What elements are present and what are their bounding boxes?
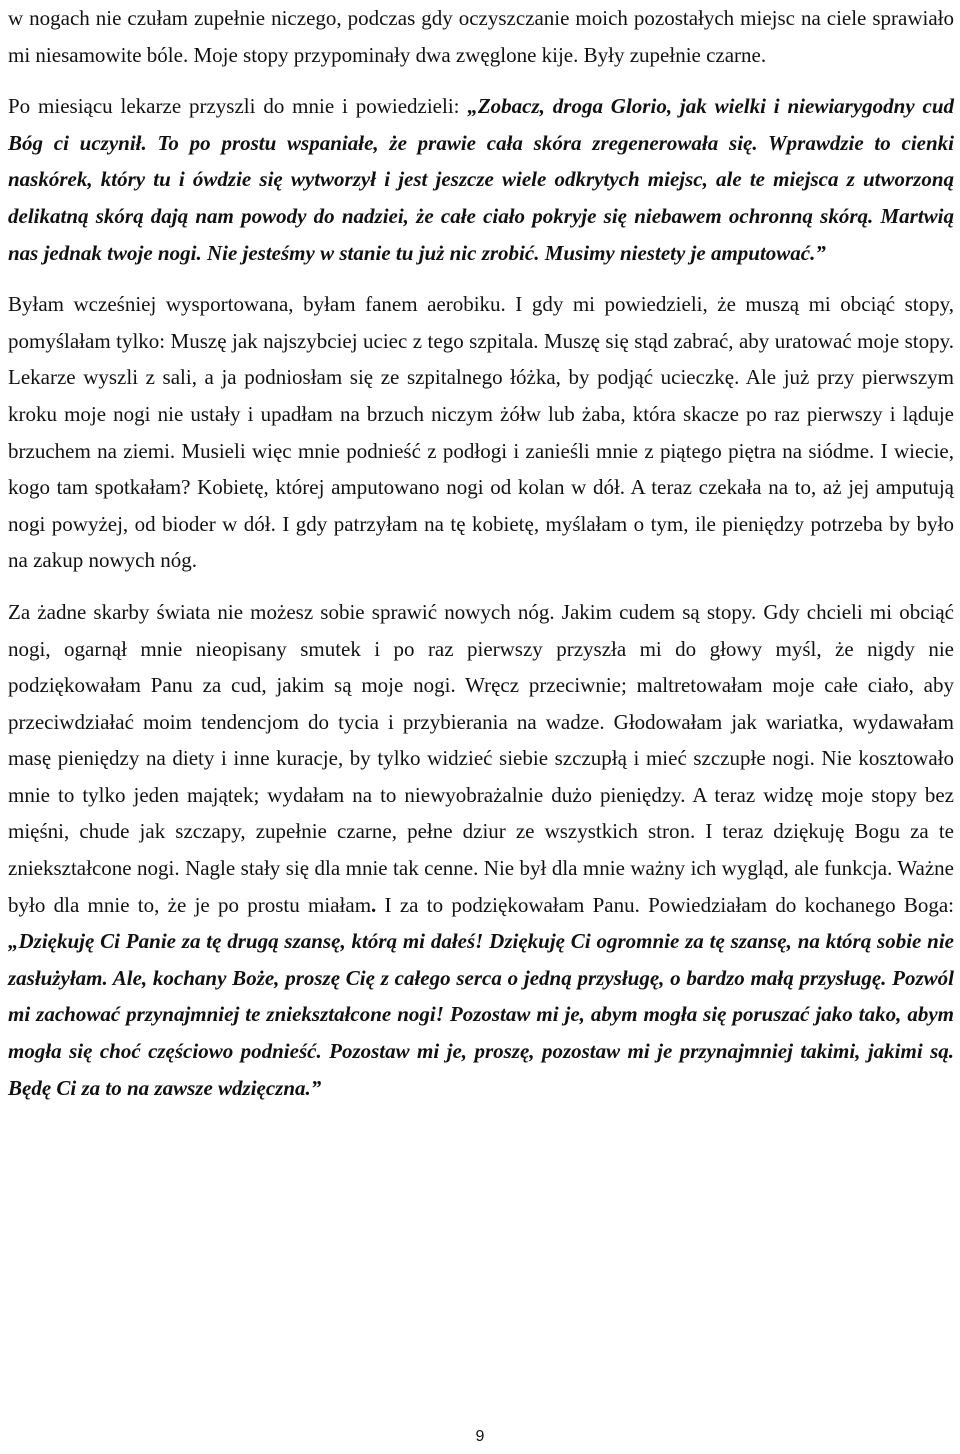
paragraph-1-text: w nogach nie czułam zupełnie niczego, podczas gdy oczyszczanie moich pozostałych miejsc na ciele sprawiało mi niesamowite bóle. Moje stopy przypominały dwa zwęglone kije. Były zupełnie czarne.	[8, 6, 954, 67]
prayer-quote: „Dziękuję Ci Panie za tę drugą szansę, którą mi dałeś! Dziękuję Ci ogromnie za tę szansę, na którą sobie nie zasłużyłam. Ale, kochany Boże, proszę Cię z całego serca o jedną przysługę, o bardzo małą przysługę. Pozwól mi zachować przynajmniej te zniekształcone nogi! Pozostaw mi je, abym mogła się poruszać jako tako, abym mogła się choć częściowo podnieść. Pozostaw mi je, proszę, pozostaw mi je przynajmniej takimi, jakimi są. Będę Ci za to na zawsze wdzięczna.”	[8, 929, 954, 1100]
paragraph-3	[8, 286, 954, 579]
paragraph-gap	[8, 271, 954, 286]
page-number: 9	[475, 1428, 485, 1445]
paragraph-gap	[8, 579, 954, 594]
paragraph-4-bold-period: .	[371, 892, 377, 917]
paragraph-4-intro: Za żadne skarby świata nie możesz sobie sprawić nowych nóg. Jakim cudem są stopy. Gdy chcieli mi obciąć nogi, ogarnął mnie nieopisany smutek i po raz pierwszy przyszła mi do głowy myśl, że nigdy nie podziękowałam Panu za cud, jakim są moje nogi. Wręcz przeciwnie; maltretowałam moje całe ciało, aby przeciwdziałać moim tendencjom do tycia i przybierania na wadze. Głodowałam jak wariatka, wydawałam masę pieniędzy na diety i inne kuracje, by tylko widzieć siebie szczupłą i mieć szczupłe nogi. Nie kosztowało mnie to tylko jeden majątek; wydałam na to niewyobrażalnie dużo pieniędzy. A teraz widzę moje stopy bez mięśni, chude jak szczapy, zupełnie czarne, pełne dziur ze wszystkich stron. I teraz dziękuję Bogu za te zniekształcone nogi. Nagle stały się dla mnie tak cenne. Nie był dla mnie ważny ich wygląd, ale funkcja. Ważne było dla mnie to, że je po prostu miałam	[8, 599, 954, 917]
paragraph-3-text: Byłam wcześniej wysportowana, byłam fanem aerobiku. I gdy mi powiedzieli, że muszą mi obciąć stopy, pomyślałam tylko: Muszę jak najszybciej uciec z tego szpitala. Muszę się stąd zabrać, aby uratować moje stopy. Lekarze wyszli z sali, a ja podniosłam się ze szpitalnego łóżka, by podjąć ucieczkę. Ale już przy pierwszym kroku moje nogi nie ustały i upadłam na brzuch niczym żółw lub żaba, która skacze po raz pierwszy i ląduje brzuchem na ziemi. Musieli więc mnie podnieść z podłogi i zanieśli mnie z piątego piętra na siódme. I wiecie, kogo tam spotkałam? Kobietę, której amputowano nogi od kolan w dół. A teraz czekała na to, aż jej amputują nogi powyżej, od bioder w dół. I gdy patrzyłam na tę kobietę, myślałam o tym, ile pieniędzy potrzeba by było na zakup nowych nóg.	[8, 292, 954, 573]
paragraph-4	[8, 594, 954, 1106]
paragraph-gap	[8, 73, 954, 88]
document-page	[8, 0, 954, 1106]
paragraph-4-mid: I za to podziękowałam Panu. Powiedziałam do kochanego Boga:	[376, 892, 954, 917]
paragraph-2	[8, 88, 954, 271]
paragraph-2-intro: Po miesiącu lekarze przyszli do mnie i powiedzieli:	[8, 94, 468, 119]
paragraph-1	[8, 0, 954, 73]
doctors-quote: „Zobacz, droga Glorio, jak wielki i niewiarygodny cud Bóg ci uczynił. To po prostu wspaniałe, że prawie cała skóra zregenerowała się. Wprawdzie to cienki naskórek, który tu i ówdzie się wytworzył i jest jeszcze wiele odkrytych miejsc, ale te miejsca z utworzoną delikatną skórą dają nam powody do nadziei, że całe ciało pokryje się niebawem ochronną skórą. Martwią nas jednak twoje nogi. Nie jesteśmy w stanie tu już nic zrobić. Musimy niestety je amputować.”	[8, 94, 955, 265]
